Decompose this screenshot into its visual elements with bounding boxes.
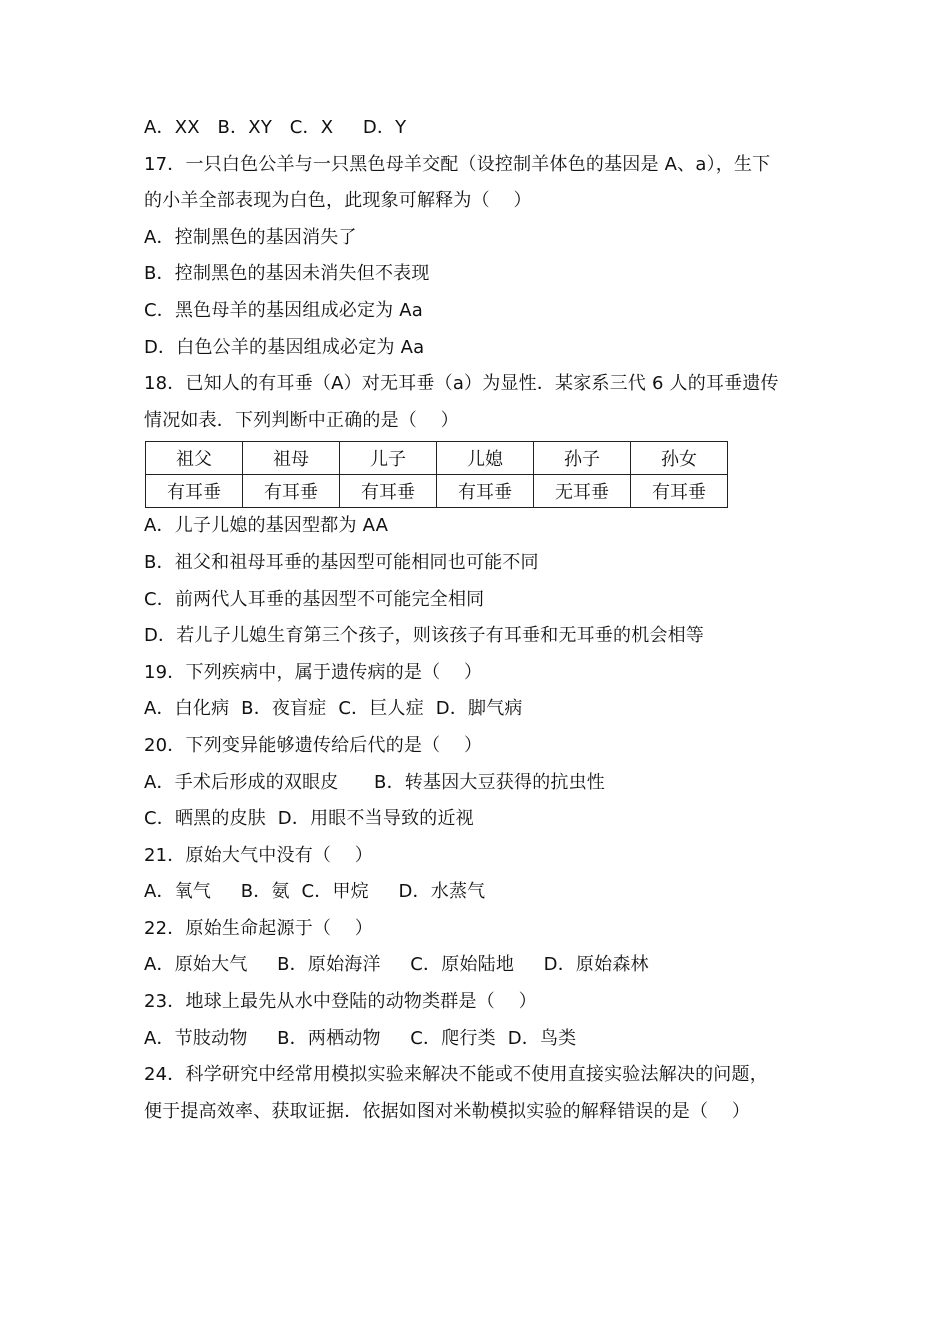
table-cell: 有耳垂 (146, 475, 243, 508)
q21-stem: 21．原始大气中没有（ ） (144, 844, 373, 866)
table-header-cell: 祖母 (243, 442, 340, 475)
q17-stem-line1: 17．一只白色公羊与一只黑色母羊交配（设控制羊体色的基因是 A、a），生下 (144, 153, 771, 175)
q18-stem-line1: 18．已知人的有耳垂（A）对无耳垂（a）为显性．某家系三代 6 人的耳垂遗传 (144, 373, 779, 395)
q20-options-ab: A．手术后形成的双眼皮 B．转基因大豆获得的抗虫性 (144, 771, 605, 793)
table-header-row (146, 442, 728, 475)
table-header-cell: 孙女 (631, 442, 728, 475)
q24-stem-line1: 24．科学研究中经常用模拟实验来解决不能或不使用直接实验法解决的问题， (144, 1064, 768, 1086)
q18-option-a: A．儿子儿媳的基因型都为 AA (144, 515, 389, 537)
q17-option-c: C．黑色母羊的基因组成必定为 Aa (144, 299, 424, 321)
q20-stem: 20．下列变异能够遗传给后代的是（ ） (144, 734, 483, 756)
table-cell: 有耳垂 (243, 475, 340, 508)
table-header-cell: 儿子 (340, 442, 437, 475)
q19-stem: 19．下列疾病中，属于遗传病的是（ ） (144, 661, 483, 683)
q24-stem-line2: 便于提高效率、获取证据．依据如图对米勒模拟实验的解释错误的是（ ） (144, 1100, 751, 1122)
table-header-cell: 儿媳 (437, 442, 534, 475)
table-header-cell: 孙子 (534, 442, 631, 475)
q18-stem-line2: 情况如表．下列判断中正确的是（ ） (144, 409, 459, 431)
q22-stem: 22．原始生命起源于（ ） (144, 917, 373, 939)
table-cell: 无耳垂 (534, 475, 631, 508)
q17-option-b: B．控制黑色的基因未消失但不表现 (144, 263, 430, 285)
q18-option-d: D．若儿子儿媳生育第三个孩子，则该孩子有耳垂和无耳垂的机会相等 (144, 625, 705, 647)
q17-option-d: D．白色公羊的基因组成必定为 Aa (144, 336, 425, 358)
q18-option-c: C．前两代人耳垂的基因型不可能完全相同 (144, 588, 485, 610)
q19-options: A．白化病 B．夜盲症 C．巨人症 D．脚气病 (144, 698, 523, 720)
q17-stem-line2: 的小羊全部表现为白色，此现象可解释为（ ） (144, 190, 532, 212)
table-cell: 有耳垂 (340, 475, 437, 508)
q20-options-cd: C．晒黑的皮肤 D．用眼不当导致的近视 (144, 808, 474, 830)
q23-stem: 23．地球上最先从水中登陆的动物类群是（ ） (144, 991, 537, 1013)
table-cell: 有耳垂 (631, 475, 728, 508)
q18-option-b: B．祖父和祖母耳垂的基因型可能相同也可能不同 (144, 551, 539, 573)
exam-content (144, 110, 824, 1130)
q23-options: A．节肢动物 B．两栖动物 C．爬行类 D．鸟类 (144, 1027, 577, 1049)
q21-options: A．氧气 B．氨 C．甲烷 D．水蒸气 (144, 881, 486, 903)
q22-options: A．原始大气 B．原始海洋 C．原始陆地 D．原始森林 (144, 954, 649, 976)
q16-options: A．XX B．XY C．X D．Y (144, 117, 407, 138)
table-header-cell: 祖父 (146, 442, 243, 475)
table-row (146, 475, 728, 508)
q17-option-a: A．控制黑色的基因消失了 (144, 226, 357, 248)
earlobe-table (145, 441, 728, 508)
table-cell: 有耳垂 (437, 475, 534, 508)
